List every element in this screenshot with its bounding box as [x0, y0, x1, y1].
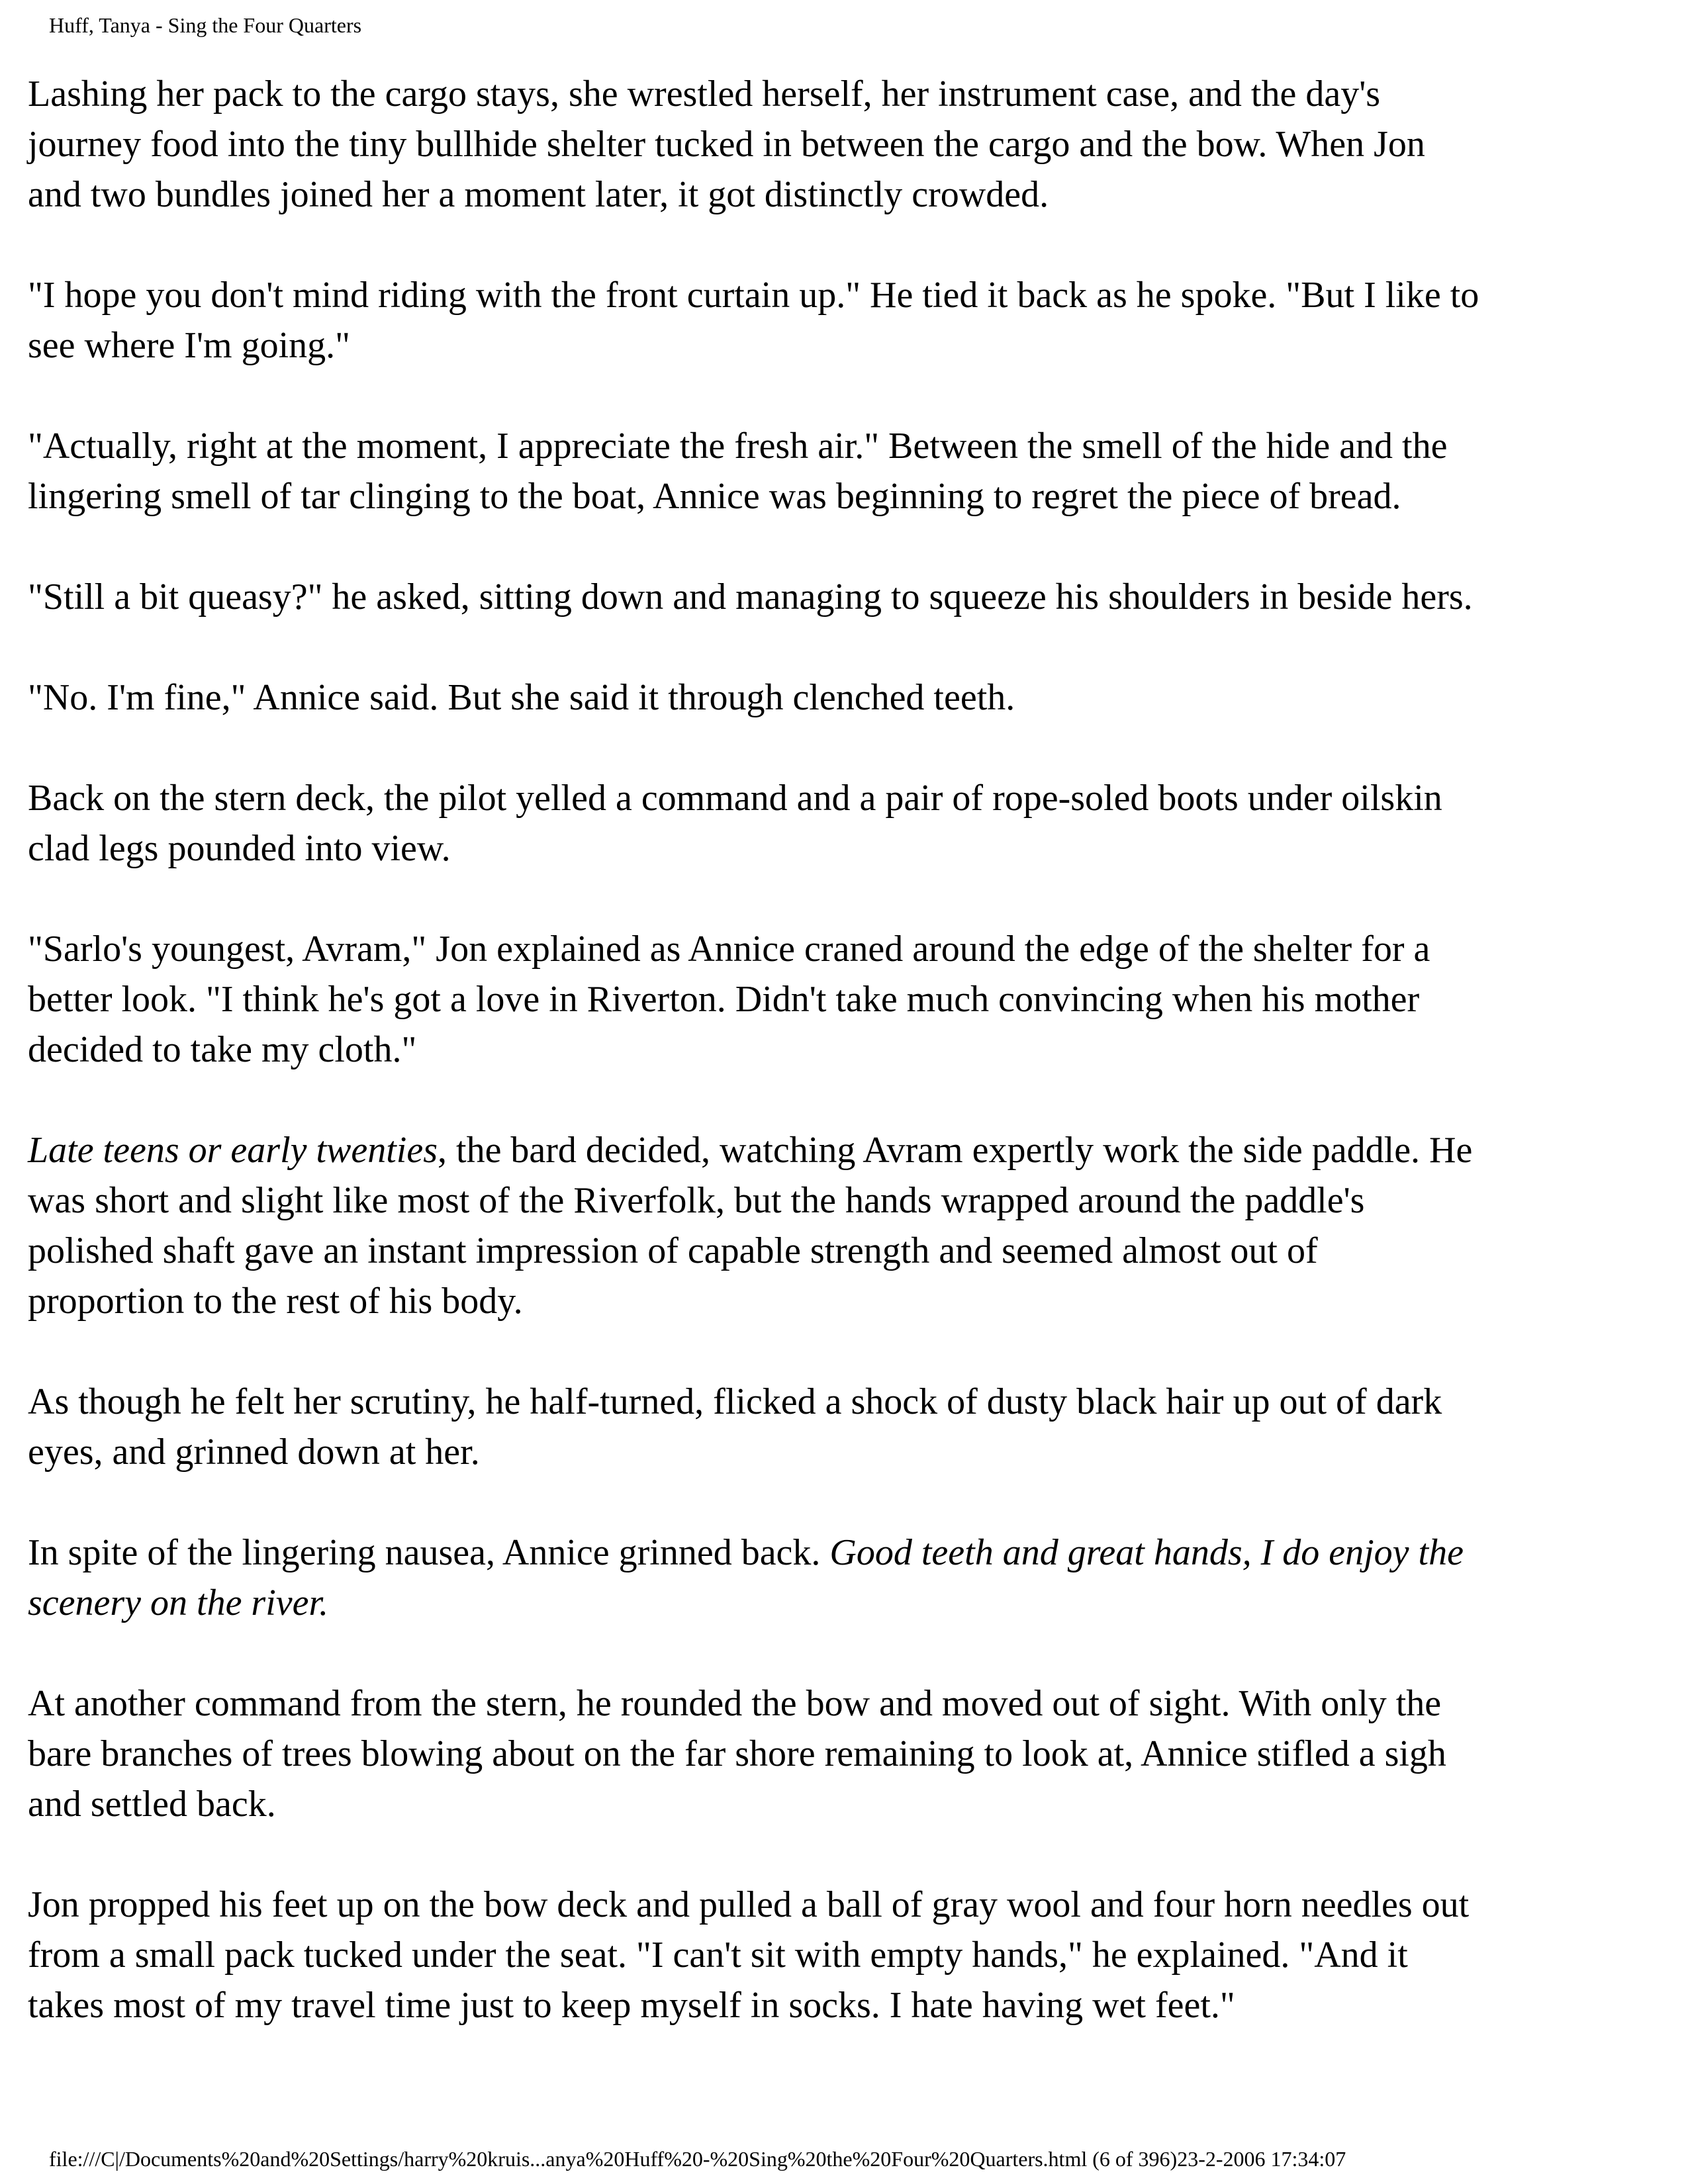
paragraph-10 — [28, 1527, 1663, 1628]
paragraph-9: As though he felt her scrutiny, he half-turned, flicked a shock of dusty black hair up out of dark eyes, and grinned down at her. — [28, 1381, 1442, 1473]
paragraph-1: Lashing her pack to the cargo stays, she wrestled herself, her instrument case, and the day's journey food into the tiny bullhide shelter tucked in between the cargo and the bow. When Jon and two bundles joined her a moment later, it got distinctly crowded. — [28, 73, 1425, 215]
paragraph-7: "Sarlo's youngest, Avram," Jon explained as Annice craned around the edge of the shelter for a better look. "I think he's got a love in Riverton. Didn't take much convincing when his mother decided to take my cloth." — [28, 929, 1430, 1070]
paragraph-8 — [28, 1125, 1663, 1326]
paragraph-6: Back on the stern deck, the pilot yelled a command and a pair of rope-soled boots under oilskin clad legs pounded into view. — [28, 778, 1442, 869]
paragraph-3: "Actually, right at the moment, I appreciate the fresh air." Between the smell of the hide and the lingering smell of tar clinging to the boat, Annice was beginning to regret the piece of bread. — [28, 426, 1448, 517]
file-path-footer: file:///C|/Documents%20and%20Settings/harry%20kruis...anya%20Huff%20-%20Sing%20the%20Four%20Quarters.html (6 of 396)23-2-2006 17:34:07 — [49, 2147, 1346, 2171]
paragraph-4: "Still a bit queasy?" he asked, sitting down and managing to squeeze his shoulders in beside hers. — [28, 576, 1473, 617]
paragraph-10-text: In spite of the lingering nausea, Annice grinned back. — [28, 1532, 830, 1573]
paragraph-2: "I hope you don't mind riding with the front curtain up." He tied it back as he spoke. "But I like to see where I'm going." — [28, 275, 1479, 366]
italic-thought: Late teens or early twenties — [28, 1130, 438, 1171]
paragraph-11: At another command from the stern, he rounded the bow and moved out of sight. With only the bare branches of trees blowing about on the far shore remaining to look at, Annice stifled a sigh and settled back. — [28, 1683, 1446, 1825]
italic-thought: Good teeth and great hands, I do enjoy the scenery on the river. — [28, 1532, 1464, 1623]
paragraph-12: Jon propped his feet up on the bow deck and pulled a ball of gray wool and four horn needles out from a small pack tucked under the seat. "I can't sit with empty hands," he explained. "And it takes most of my travel time just to keep myself in socks. I hate having wet feet." — [28, 1884, 1470, 2026]
paragraph-5: "No. I'm fine," Annice said. But she said it through clenched teeth. — [28, 677, 1015, 718]
running-header: Huff, Tanya - Sing the Four Quarters — [49, 13, 362, 37]
page-body — [28, 69, 1663, 2081]
paragraph-8-text: , the bard decided, watching Avram expertly work the side paddle. He was short and slight like most of the Riverfolk, but the hands wrapped around the paddle's polished shaft gave an instant impression of capable strength and seemed almost out of proportion to the rest of his body. — [28, 1130, 1473, 1322]
